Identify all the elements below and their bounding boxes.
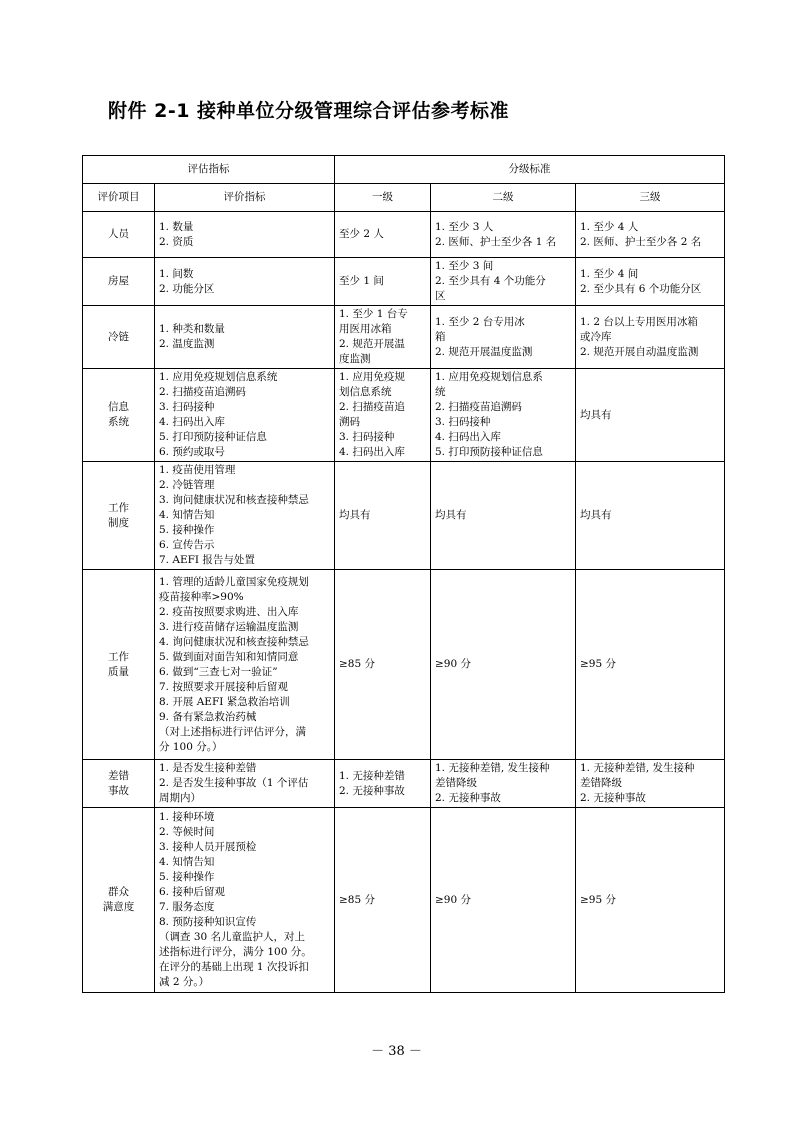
cell-line: 在评分的基础上出现 1 次投诉扣 [159, 961, 309, 973]
table-row [83, 212, 725, 258]
page-number: － 38 － [371, 1044, 422, 1059]
table-row [83, 570, 725, 760]
cell-line: 1. 应用免疫规划信息系统 [159, 371, 278, 383]
cell-line: 用医用冰箱 [339, 323, 392, 335]
cell-line: 事故 [108, 784, 129, 797]
cell-line: 3. 接种人员开展预检 [159, 841, 257, 853]
cell-line: 8. 开展 AEFI 紧急救治培训 [159, 695, 290, 708]
cell-line: （对上述指标进行评估评分，满 [159, 725, 306, 738]
cell-indicator [155, 258, 335, 306]
cell-item [83, 306, 155, 369]
cell-line: 述指标进行评分，满分 100 分。 [159, 946, 312, 958]
cell-line: ≥85 分 [339, 893, 375, 906]
cell-level-2 [431, 369, 576, 462]
cell-line: 溯码 [339, 416, 360, 428]
cell-level-1 [335, 306, 431, 369]
cell-line: 质量 [108, 665, 129, 678]
cell-line: 4. 扫码出入库 [159, 416, 225, 428]
cell-level-2 [431, 570, 576, 760]
cell-item [83, 369, 155, 462]
cell-line: 满意度 [102, 901, 135, 913]
cell-line: ≥95 分 [580, 658, 616, 670]
cell-line: 均具有 [339, 509, 371, 521]
cell-line: 3. 扫码接种 [159, 401, 215, 413]
cell-line: 人员 [108, 228, 129, 240]
cell-line: 1. 管理的适龄儿童国家免疫规划 [159, 575, 309, 588]
cell-line: 2. 医师、护士至少各 2 名 [580, 235, 702, 248]
table-row [83, 258, 725, 306]
table-row [83, 306, 725, 369]
cell-indicator [155, 369, 335, 462]
cell-level-3 [576, 306, 725, 369]
cell-line: 6. 做到“三查七对一验证” [159, 665, 278, 678]
cell-line: 7. 服务态度 [159, 901, 215, 913]
table-row [83, 808, 725, 993]
header-group-row [83, 156, 725, 184]
cell-level-1 [335, 369, 431, 462]
cell-line: 1. 至少 4 人 [580, 220, 639, 233]
cell-line: 9. 备有紧急救治药械 [159, 710, 257, 723]
cell-line: 3. 扫码接种 [435, 416, 491, 428]
cell-line: 2. 至少具有 6 个功能分区 [580, 282, 702, 295]
cell-line: 7. AEFI 报告与处置 [159, 554, 255, 566]
cell-line: 2. 扫描疫苗追 [339, 401, 405, 413]
cell-line: 1. 至少 3 人 [435, 220, 494, 233]
cell-indicator [155, 760, 335, 808]
header-level-3: 三级 [576, 184, 725, 212]
header-level-2: 二级 [431, 184, 576, 212]
cell-line: 系统 [108, 416, 129, 428]
cell-level-2 [431, 306, 576, 369]
cell-line: 1. 数量 [159, 220, 194, 233]
table-row [83, 760, 725, 808]
cell-line: 2. 无接种事故 [580, 792, 646, 804]
cell-item [83, 808, 155, 993]
cell-line: 3. 进行疫苗储存运输温度监测 [159, 620, 299, 633]
cell-line: 4. 知情告知 [159, 856, 215, 868]
cell-line: 1. 间数 [159, 267, 194, 280]
cell-line: 2. 是否发生接种事故（1 个评估 [159, 777, 309, 789]
cell-line: 5. 接种操作 [159, 871, 215, 883]
cell-level-2 [431, 462, 576, 570]
cell-item [83, 570, 155, 760]
cell-line: 5. 打印预防接种证信息 [435, 446, 543, 458]
cell-level-3 [576, 760, 725, 808]
cell-line: ≥90 分 [435, 893, 471, 906]
cell-line: 1. 接种环境 [159, 811, 215, 823]
cell-line: ≥85 分 [339, 658, 375, 670]
cell-line: 6. 接种后留观 [159, 886, 225, 898]
cell-line: 1. 种类和数量 [159, 323, 225, 335]
cell-line: 群众 [108, 886, 129, 898]
cell-line: 2. 规范开展温 [339, 338, 405, 350]
evaluation-table [82, 155, 725, 993]
cell-line: 统 [435, 386, 446, 398]
cell-line: 均具有 [435, 509, 467, 521]
cell-level-1 [335, 258, 431, 306]
cell-line: 2. 规范开展温度监测 [435, 345, 533, 358]
cell-line: 2. 扫描疫苗追溯码 [159, 386, 246, 398]
cell-line: 4. 询问健康状况和核查接种禁忌 [159, 635, 309, 648]
cell-level-3 [576, 258, 725, 306]
cell-item [83, 760, 155, 808]
cell-item [83, 258, 155, 306]
cell-line: 7. 按照要求开展接种后留观 [159, 680, 288, 693]
cell-item [83, 462, 155, 570]
cell-level-3 [576, 462, 725, 570]
cell-line: 或冷库 [580, 330, 612, 343]
cell-line: 差错降级 [580, 777, 622, 789]
cell-line: 至少 1 间 [339, 275, 384, 287]
cell-indicator [155, 212, 335, 258]
cell-line: 5. 做到面对面告知和知情同意 [159, 650, 299, 663]
cell-line: 度监测 [339, 353, 371, 365]
cell-line: 1. 无接种差错, 发生接种 [435, 762, 550, 774]
cell-line: 1. 疫苗使用管理 [159, 464, 236, 476]
cell-level-2 [431, 808, 576, 993]
header-evaluation-indicators: 评估指标 [83, 156, 335, 184]
table-row [83, 462, 725, 570]
cell-item [83, 212, 155, 258]
cell-line: 2. 温度监测 [159, 338, 215, 350]
cell-indicator [155, 570, 335, 760]
cell-line: 6. 宣传告示 [159, 539, 215, 551]
cell-level-3 [576, 369, 725, 462]
cell-line: 工作 [108, 501, 129, 514]
cell-level-1 [335, 462, 431, 570]
cell-line: 均具有 [580, 408, 612, 421]
cell-line: 2. 扫描疫苗追溯码 [435, 401, 522, 413]
cell-line: 1. 是否发生接种差错 [159, 762, 257, 774]
cell-level-3 [576, 808, 725, 993]
cell-line: 1. 至少 4 间 [580, 267, 639, 280]
cell-line: 1. 无接种差错, 发生接种 [580, 762, 695, 774]
cell-line: 4. 扫码出入库 [339, 446, 405, 458]
cell-line: 4. 扫码出入库 [435, 431, 501, 443]
cell-line: 2. 疫苗按照要求购进、出入库 [159, 605, 299, 618]
cell-line: 1. 至少 3 间 [435, 260, 494, 272]
cell-line: 2. 功能分区 [159, 282, 215, 295]
cell-line: 分 100 分。） [159, 740, 223, 753]
cell-line: 减 2 分。） [159, 976, 210, 988]
cell-level-2 [431, 212, 576, 258]
cell-level-1 [335, 760, 431, 808]
cell-line: 2. 规范开展自动温度监测 [580, 345, 699, 358]
cell-line: 房屋 [108, 275, 129, 287]
cell-level-3 [576, 570, 725, 760]
header-grading-standards: 分级标准 [335, 156, 725, 184]
cell-line: 4. 知情告知 [159, 509, 215, 521]
cell-line: 周期内） [159, 792, 201, 804]
cell-indicator [155, 306, 335, 369]
cell-level-2 [431, 760, 576, 808]
cell-indicator [155, 462, 335, 570]
cell-line: ≥95 分 [580, 893, 616, 906]
cell-line: 1. 至少 1 台专 [339, 308, 408, 320]
cell-line: 2. 等候时间 [159, 826, 215, 838]
cell-line: 2. 资质 [159, 235, 194, 248]
cell-line: 5. 接种操作 [159, 524, 215, 536]
cell-line: 划信息系统 [339, 386, 392, 398]
cell-line: （调查 30 名儿童监护人，对上 [159, 931, 306, 943]
cell-line: 1. 应用免疫规划信息系 [435, 371, 543, 383]
cell-line: 2. 无接种事故 [339, 784, 405, 797]
cell-line: 1. 应用免疫规 [339, 371, 405, 383]
cell-line: ≥90 分 [435, 658, 471, 670]
cell-line: 差错 [108, 769, 129, 782]
table-row [83, 369, 725, 462]
cell-line: 箱 [435, 330, 446, 343]
cell-line: 5. 打印预防接种证信息 [159, 431, 267, 443]
cell-level-1 [335, 570, 431, 760]
page-title: 附件 2-1 接种单位分级管理综合评估参考标准 [108, 100, 510, 122]
header-item: 评价项目 [83, 184, 155, 212]
cell-level-2 [431, 258, 576, 306]
header-column-row [83, 184, 725, 212]
cell-line: 区 [435, 290, 446, 302]
cell-line: 均具有 [580, 509, 612, 521]
cell-line: 制度 [108, 516, 129, 529]
cell-line: 1. 无接种差错 [339, 769, 405, 782]
cell-line: 6. 预约或取号 [159, 446, 225, 458]
cell-level-3 [576, 212, 725, 258]
cell-line: 2. 至少具有 4 个功能分 [435, 275, 546, 287]
cell-line: 疫苗接种率>90% [159, 590, 244, 603]
header-level-1: 一级 [335, 184, 431, 212]
cell-line: 信息 [108, 401, 129, 413]
cell-line: 2. 医师、护士至少各 1 名 [435, 235, 557, 248]
cell-level-1 [335, 212, 431, 258]
header-indicator: 评价指标 [155, 184, 335, 212]
cell-line: 1. 2 台以上专用医用冰箱 [580, 315, 698, 328]
cell-indicator [155, 808, 335, 993]
cell-line: 差错降级 [435, 777, 477, 789]
cell-line: 2. 无接种事故 [435, 792, 501, 804]
cell-level-1 [335, 808, 431, 993]
cell-line: 冷链 [108, 330, 129, 343]
cell-line: 3. 询问健康状况和核查接种禁忌 [159, 494, 309, 506]
cell-line: 1. 至少 2 台专用冰 [435, 315, 525, 328]
cell-line: 2. 冷链管理 [159, 479, 215, 491]
cell-line: 8. 预防接种知识宣传 [159, 916, 257, 928]
cell-line: 3. 扫码接种 [339, 431, 395, 443]
cell-line: 工作 [108, 650, 129, 663]
cell-line: 至少 2 人 [339, 228, 384, 240]
